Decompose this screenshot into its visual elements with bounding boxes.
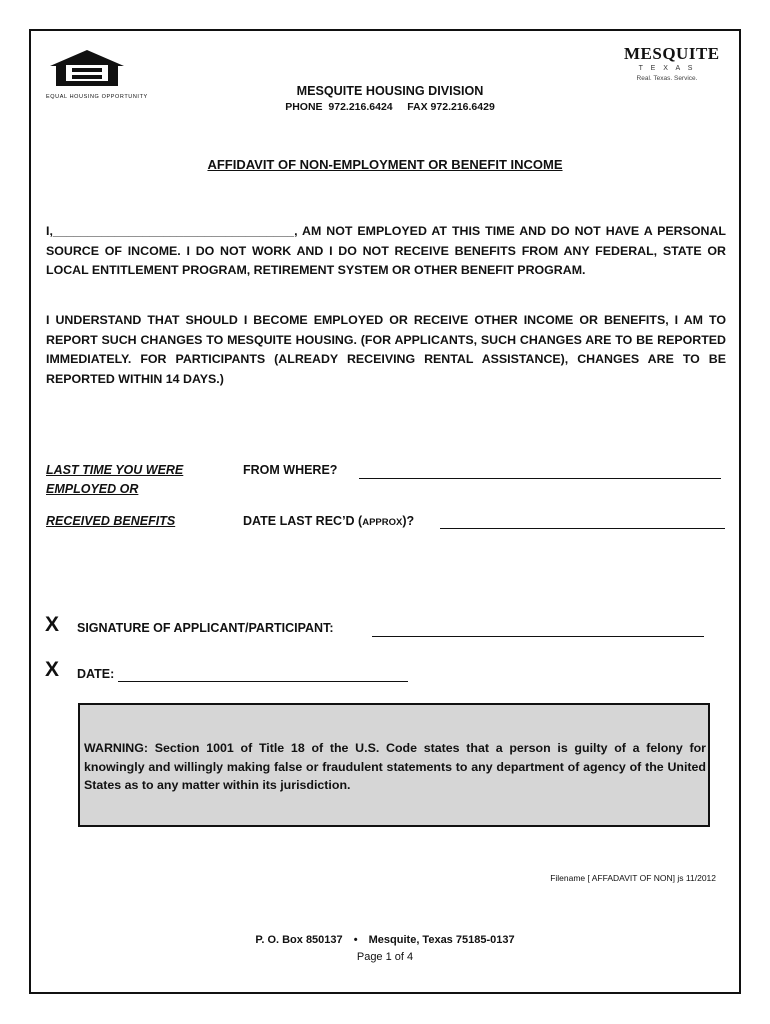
from-where-label: FROM WHERE? bbox=[243, 463, 338, 477]
date-label: DATE: bbox=[77, 667, 115, 681]
page-number: Page 1 of 4 bbox=[356, 951, 414, 963]
mesquite-logo-state: T E X A S bbox=[638, 65, 696, 72]
footer-address bbox=[150, 934, 620, 946]
affidavit-paragraph-1: I,___________________________________, AM NOT EMPLOYED AT THIS TIME AND DO NOT HAVE A PERSONAL SOURCE OF INCOME. I DO NOT WORK AND I DO NOT RECEIVE BENEFITS FROM ANY FEDERAL, STATE OR LOCAL ENTITLEMENT PROGRAM, RETIREMENT SYSTEM OR OTHER BENEFIT PROGRAM. bbox=[46, 224, 726, 277]
equal-housing-logo bbox=[46, 48, 148, 100]
date-last-label-a: DATE LAST REC’D ( bbox=[243, 514, 363, 528]
date-field[interactable] bbox=[118, 681, 408, 682]
org-name: MESQUITE HOUSING DIVISION bbox=[296, 84, 484, 98]
warning-text: WARNING: Section 1001 of Title 18 of the U.S. Code states that a person is guilty of a felony for knowingly and willingly making false or fraudulent statements to any department of agency of the United States as to any matter within its jurisdiction. bbox=[84, 741, 706, 792]
phone-fax: PHONE 972.216.6424 FAX 972.216.6429 bbox=[285, 101, 495, 113]
mesquite-logo bbox=[624, 44, 720, 83]
date-last-label-b: )? bbox=[402, 514, 415, 528]
last-time-label-2: EMPLOYED OR bbox=[46, 482, 139, 496]
footer-po-box: P. O. Box 850137 bbox=[255, 934, 343, 946]
signature-label: SIGNATURE OF APPLICANT/PARTICIPANT: bbox=[77, 621, 334, 635]
date-last-received-label bbox=[243, 514, 414, 528]
date-x-mark: X bbox=[45, 658, 60, 681]
filename-note: Filename [ AFFADAVIT OF NON] js 11/2012 bbox=[550, 873, 716, 883]
footer-city: Mesquite, Texas 75185-0137 bbox=[368, 934, 515, 946]
mesquite-logo-tagline: Real. Texas. Service. bbox=[636, 75, 698, 82]
footer-bullet: • bbox=[353, 934, 358, 946]
house-icon bbox=[46, 48, 128, 88]
date-last-received-field[interactable] bbox=[440, 528, 725, 529]
mesquite-logo-word: MESQUITE bbox=[624, 44, 720, 63]
page-title: AFFIDAVIT OF NON-EMPLOYMENT OR BENEFIT INCOME bbox=[207, 157, 563, 172]
date-last-label-small: APPROX bbox=[362, 517, 403, 528]
signature-field[interactable] bbox=[372, 636, 704, 637]
warning-box bbox=[78, 703, 710, 827]
from-where-field[interactable] bbox=[359, 478, 721, 479]
page-border bbox=[29, 29, 741, 994]
signature-x-mark: X bbox=[45, 613, 60, 636]
eho-caption: EQUAL HOUSING OPPORTUNITY bbox=[46, 94, 148, 100]
received-benefits-label: RECEIVED BENEFITS bbox=[46, 514, 176, 528]
affidavit-paragraph-2: I UNDERSTAND THAT SHOULD I BECOME EMPLOYED OR RECEIVE OTHER INCOME OR BENEFITS, I AM TO REPORT SUCH CHANGES TO MESQUITE HOUSING. (FOR APPLICANTS, SUCH CHANGES ARE TO BE REPORTED IMMEDIATELY. FOR PARTICIPANTS (ALREADY RECEIVING RENTAL ASSISTANCE), CHANGES ARE TO BE REPORTED WITHIN 14 DAYS.) bbox=[46, 313, 726, 386]
last-time-label-1: LAST TIME YOU WERE bbox=[46, 463, 184, 477]
